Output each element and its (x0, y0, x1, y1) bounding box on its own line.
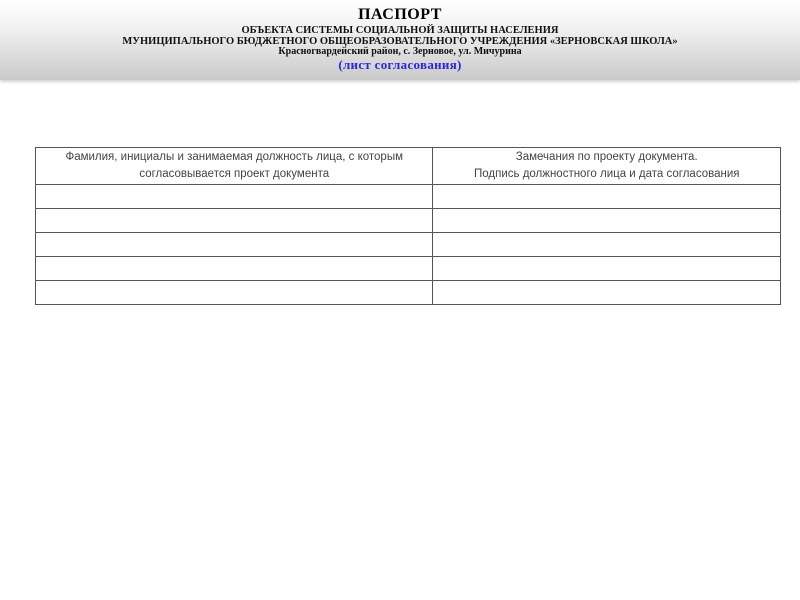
table-cell-remarks[interactable] (433, 233, 781, 257)
approval-table (35, 147, 781, 305)
table-body (36, 185, 781, 305)
column-header-remarks-line1: Замечания по проекту документа. (515, 151, 698, 163)
column-header-person-line2: согласовывается проект документа (139, 168, 330, 180)
table-cell-person[interactable] (36, 209, 433, 233)
column-header-person-line1: Фамилия, инициалы и занимаемая должность лица, с которым (65, 151, 403, 163)
table-row (36, 185, 781, 209)
column-header-person (36, 148, 433, 185)
table-row (36, 257, 781, 281)
table-cell-remarks[interactable] (433, 209, 781, 233)
header-line-institution: МУНИЦИПАЛЬНОГО БЮДЖЕТНОГО ОБЩЕОБРАЗОВАТЕЛЬНОГО УЧРЕЖДЕНИЯ «ЗЕРНОВСКАЯ ШКОЛА» (122, 36, 678, 47)
table-row (36, 209, 781, 233)
table-row (36, 281, 781, 305)
table-cell-remarks[interactable] (433, 281, 781, 305)
table-cell-remarks[interactable] (433, 185, 781, 209)
page-subtitle: (лист согласования) (338, 57, 462, 72)
table-row (36, 233, 781, 257)
header-line-address: Красногвардейский район, с. Зерновое, ул. Мичурина (278, 46, 522, 57)
table-header-row (36, 148, 781, 185)
table-cell-person[interactable] (36, 233, 433, 257)
column-header-remarks (433, 148, 781, 185)
table-cell-person[interactable] (36, 257, 433, 281)
page-title: ПАСПОРТ (358, 6, 442, 23)
header-band (0, 0, 800, 80)
header-line-object: ОБЪЕКТА СИСТЕМЫ СОЦИАЛЬНОЙ ЗАЩИТЫ НАСЕЛЕНИЯ (241, 25, 559, 36)
column-header-remarks-line2: Подпись должностного лица и дата согласования (473, 168, 740, 180)
table-cell-remarks[interactable] (433, 257, 781, 281)
table-cell-person[interactable] (36, 185, 433, 209)
table-cell-person[interactable] (36, 281, 433, 305)
